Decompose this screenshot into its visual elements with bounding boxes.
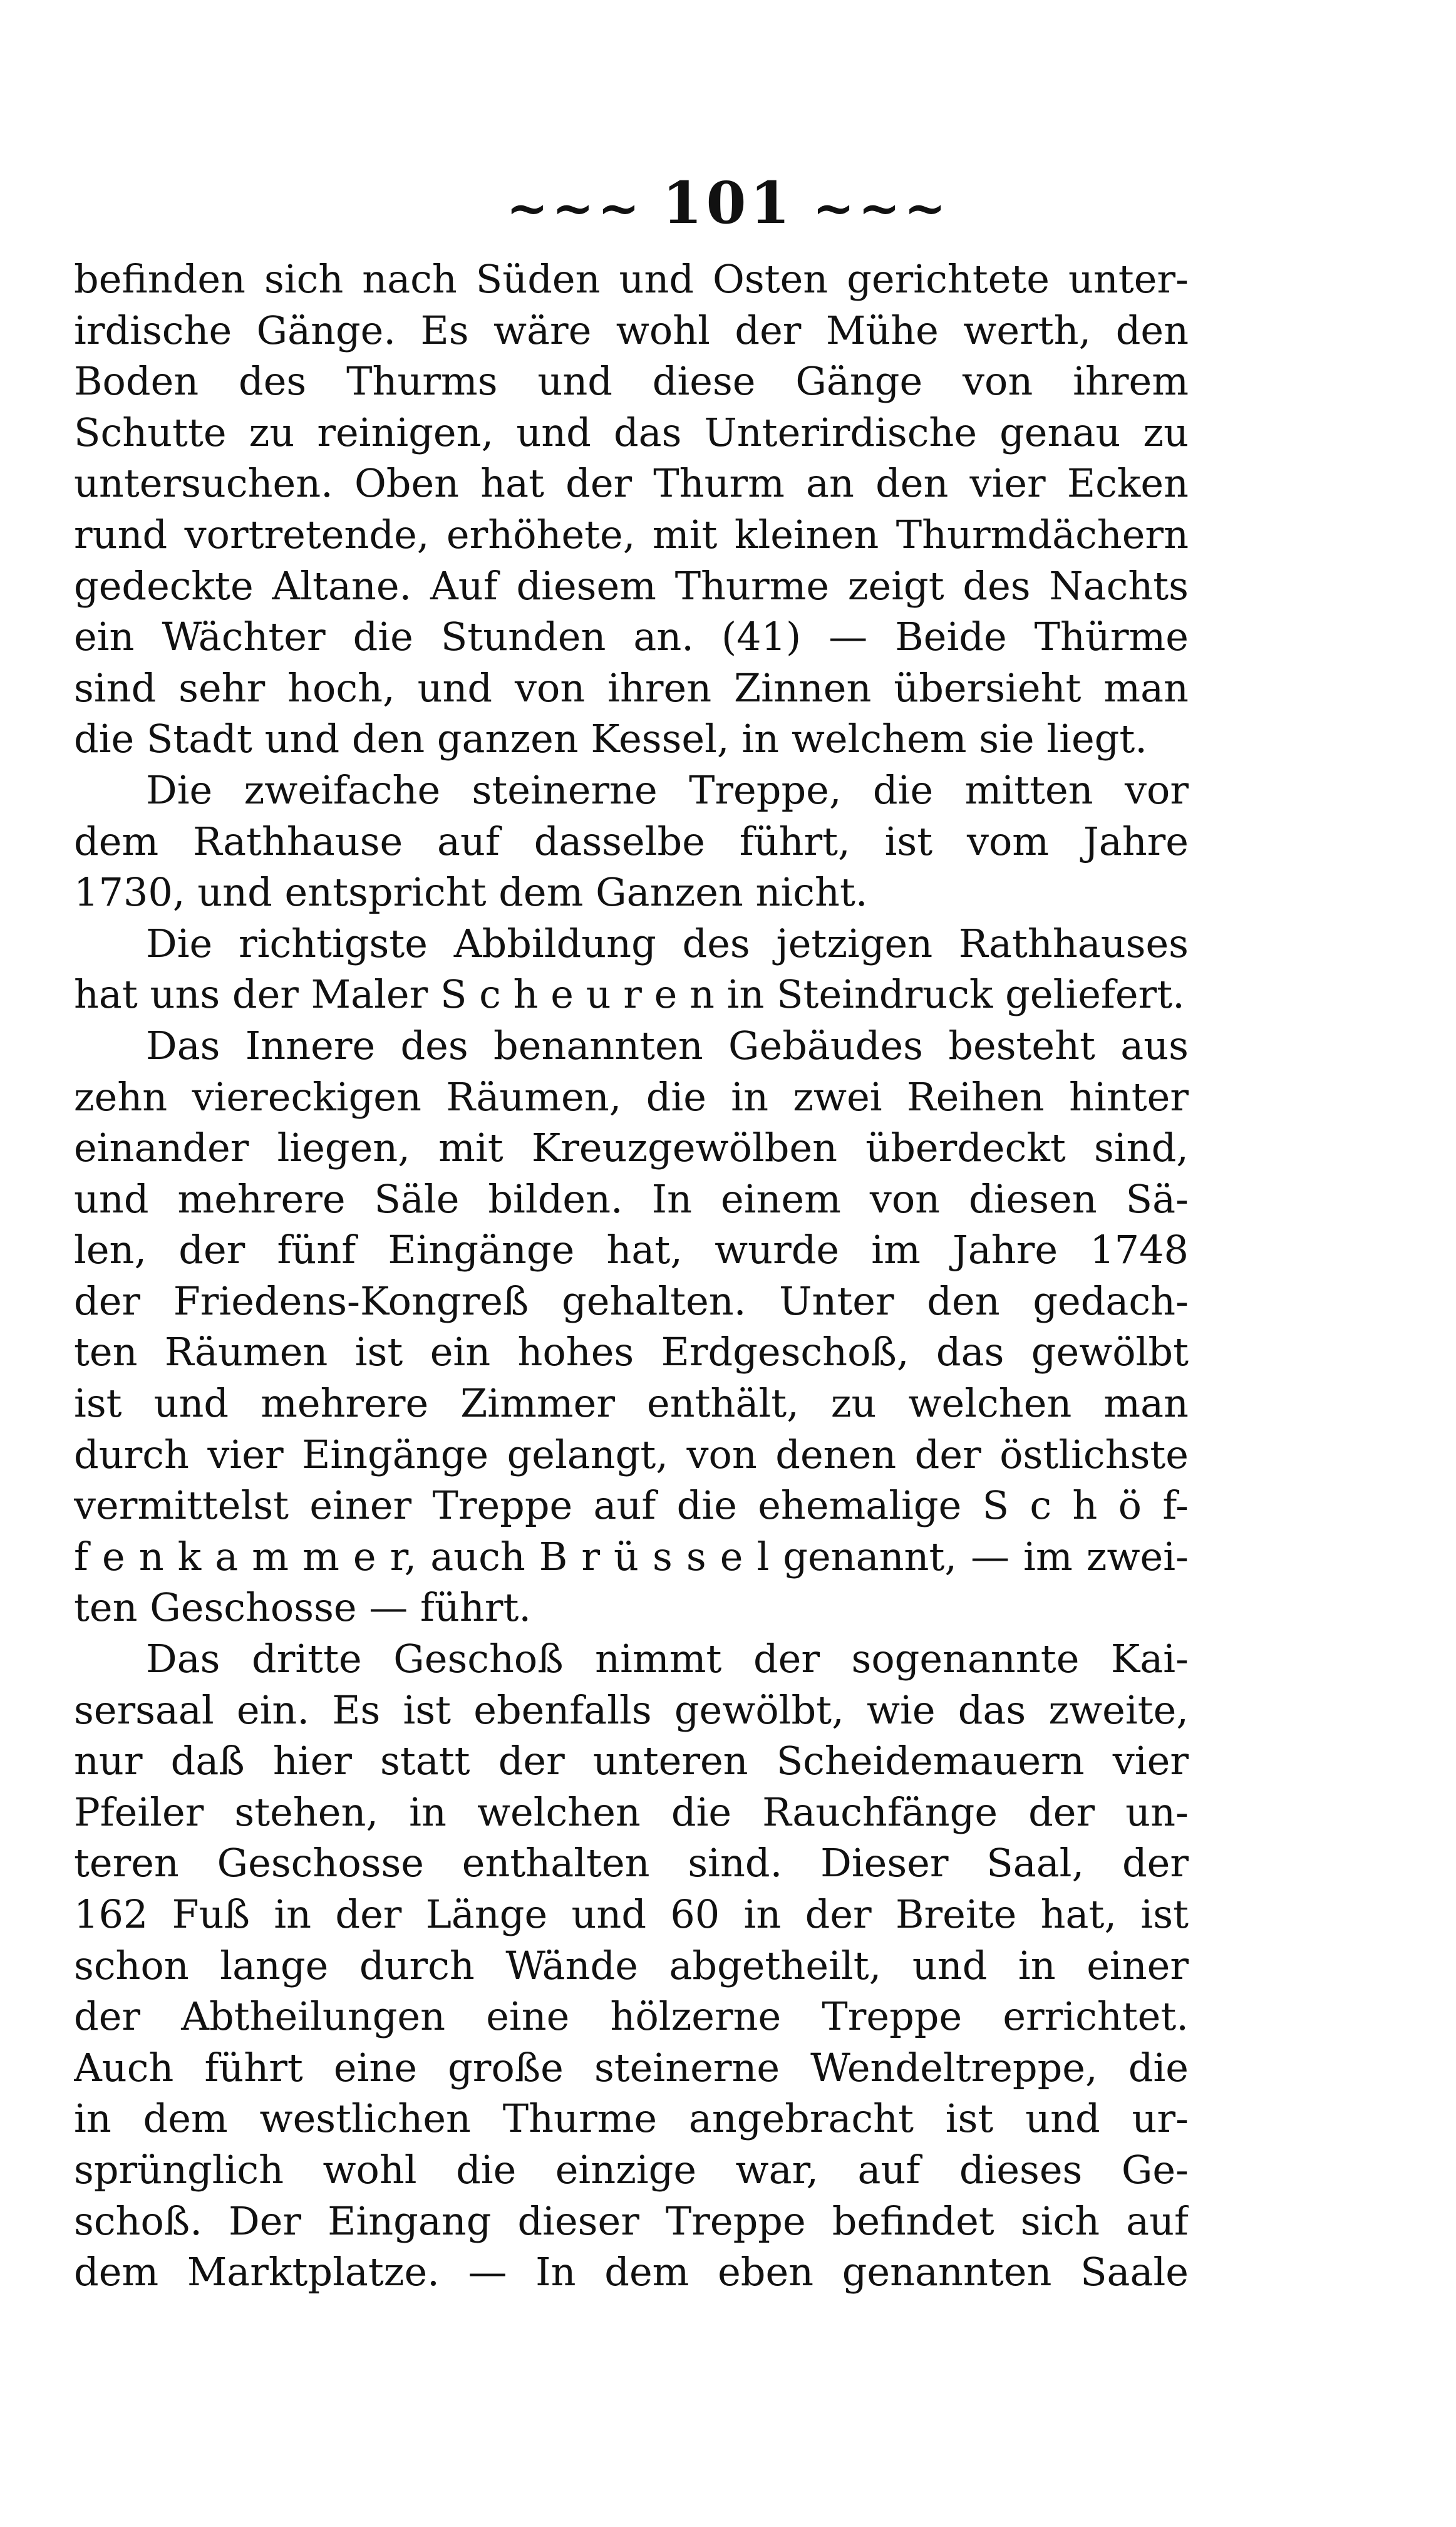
text-line: der Abtheilungen eine hölzerne Treppe errichtet. — [74, 1993, 1189, 2040]
text-line: Das dritte Geschoß nimmt der sogenannte Kai- — [146, 1636, 1189, 1682]
text-line: Das Innere des benannten Gebäudes besteht aus — [146, 1022, 1189, 1068]
text-line: der Friedens-Kongreß gehalten. Unter den gedach- — [74, 1278, 1189, 1324]
text-line: irdische Gänge. Es wäre wohl der Mühe werth, den — [74, 307, 1189, 353]
body-text — [74, 254, 1189, 2298]
text-line: Boden des Thurms und diese Gänge von ihrem — [74, 358, 1189, 405]
text-line: teren Geschosse enthalten sind. Dieser Saal, der — [74, 1840, 1189, 1886]
text-line: nur daß hier statt der unteren Scheidemauern vier — [74, 1738, 1189, 1784]
text-line: Pfeiler stehen, in welchen die Rauchfänge der un- — [74, 1789, 1189, 1835]
text-line: schoß. Der Eingang dieser Treppe befindet sich auf — [74, 2198, 1189, 2244]
text-line: f e n k a m m e r, auch B r ü s s e l genannt, — im zwei- — [74, 1533, 1189, 1579]
text-line: rund vortretende, erhöhete, mit kleinen Thurmdächern — [74, 511, 1189, 557]
text-line: ist und mehrere Zimmer enthält, zu welchen man — [74, 1380, 1189, 1427]
text-line: untersuchen. Oben hat der Thurm an den vier Ecken — [74, 460, 1189, 507]
text-line: in dem westlichen Thurme angebracht ist und ur- — [74, 2095, 1189, 2142]
text-line: 162 Fuß in der Länge und 60 in der Breite hat, ist — [74, 1891, 1189, 1937]
text-line: len, der fünf Eingänge hat, wurde im Jahre 1748 — [74, 1227, 1189, 1273]
text-line: Die richtigste Abbildung des jetzigen Rathhauses — [146, 920, 1189, 966]
text-line: einander liegen, mit Kreuzgewölben überdeckt sind, — [74, 1125, 1189, 1171]
text-line: schon lange durch Wände abgetheilt, und in einer — [74, 1942, 1189, 1988]
text-line: dem Rathhause auf dasselbe führt, ist vom Jahre — [74, 818, 1189, 864]
text-line: und mehrere Säle bilden. In einem von diesen Sä- — [74, 1176, 1189, 1222]
header-ornament-right: ~~~ — [812, 178, 950, 238]
text-line: zehn viereckigen Räumen, die in zwei Reihen hinter — [74, 1073, 1189, 1120]
text-line: ten Geschosse — führt. — [74, 1584, 532, 1631]
text-line: hat uns der Maler S c h e u r e n in Steindruck geliefert. — [74, 971, 1185, 1018]
text-line: befinden sich nach Süden und Osten gerichtete unter- — [74, 256, 1189, 302]
text-line: die Stadt und den ganzen Kessel, in welchem sie liegt. — [74, 716, 1147, 762]
text-line: ten Räumen ist ein hohes Erdgeschoß, das gewölbt — [74, 1329, 1189, 1375]
text-line: 1730, und entspricht dem Ganzen nicht. — [74, 869, 868, 916]
header-ornament-left: ~~~ — [506, 178, 644, 238]
text-line: vermittelst einer Treppe auf die ehemalige S c h ö f- — [74, 1482, 1189, 1529]
page-header — [0, 169, 1456, 237]
text-line: ein Wächter die Stunden an. (41) — Beide Thürme — [74, 614, 1189, 660]
text-line: Auch führt eine große steinerne Wendeltreppe, die — [74, 2044, 1189, 2090]
text-line: dem Marktplatze. — In dem eben genannten Saale — [74, 2249, 1189, 2295]
text-line: Die zweifache steinerne Treppe, die mitten vor — [146, 767, 1189, 813]
text-line: sersaal ein. Es ist ebenfalls gewölbt, wie das zweite, — [74, 1687, 1189, 1733]
text-line: Schutte zu reinigen, und das Unterirdische genau zu — [74, 409, 1189, 455]
text-line: sind sehr hoch, und von ihren Zinnen übersieht man — [74, 664, 1189, 711]
text-line: gedeckte Altane. Auf diesem Thurme zeigt des Nachts — [74, 562, 1189, 609]
text-line: durch vier Eingänge gelangt, von denen der östlichste — [74, 1431, 1189, 1477]
page-number: 101 — [662, 169, 794, 237]
text-line: sprünglich wohl die einzige war, auf dieses Ge- — [74, 2146, 1189, 2193]
